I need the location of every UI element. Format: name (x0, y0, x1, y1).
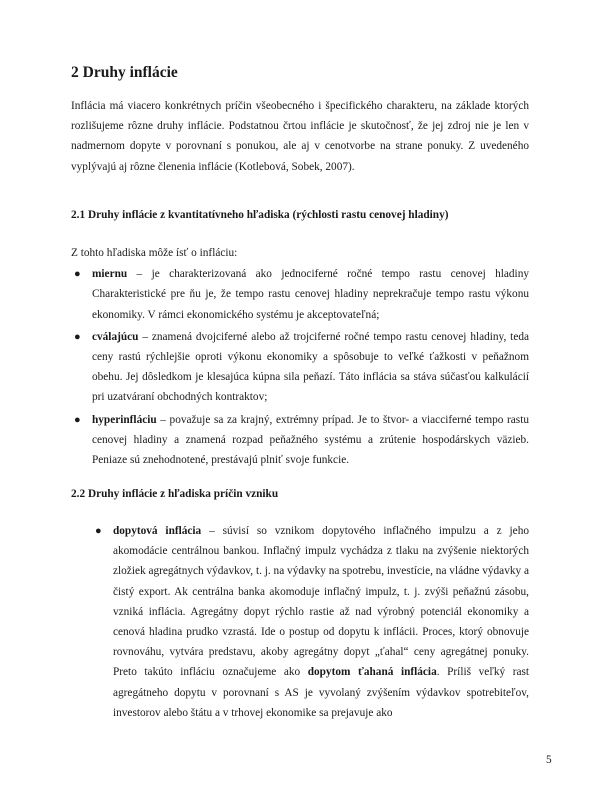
bullet-icon: ● (95, 525, 102, 537)
chapter-heading: 2 Druhy inflácie (71, 64, 178, 81)
bullet-icon: ● (74, 268, 81, 281)
list-item-text: – znamená dvojciferné alebo až trojciferné ročné tempo rastu cenovej hladiny, teda ceny rastú rýchlejšie oproti výkonu ekonomiky a spôsobuje to veľké ťažkosti v peňažnom obehu. Jej dôsledkom je klesajúca kúpna sila peňazí. Táto inflácia sa stáva súčasťou kalkulácií pri uzatváraní obchodných kontraktov; (92, 330, 529, 404)
inflation-rate-list (71, 264, 529, 470)
list-item-term-inline: dopytom ťahaná inflácia (307, 666, 437, 679)
page-number: 5 (546, 754, 552, 766)
inflation-cause-list (92, 521, 529, 723)
section-2-1-heading: 2.1 Druhy inflácie z kvantitatívneho hľadiska (rýchlosti rastu cenovej hladiny) (71, 209, 449, 221)
section-2-1-body (71, 243, 529, 470)
intro-paragraph: Inflácia má viacero konkrétnych príčin všeobecného i špecifického charakteru, na základe ktorých rozlišujeme rôzne druhy inflácie. Podstatnou črtou inflácie je skutočnosť, že jej zdroj nie je len v nadmernom dopyte v porovnaní s ponukou, ale aj v cenotvorbe na strane ponuky. Z uvedeného vyplývajú aj rôzne členenia inflácie (Kotlebová, Sobek, 2007). (71, 100, 529, 173)
section-2-2-body (92, 521, 529, 723)
list-item-text-continued: . Príliš veľký rast agregátneho dopytu v porovnaní s AS je vyvolaný zvýšením výdavkov spotrebiteľov, investorov alebo štátu a v trhovej ekonomike sa prejavuje ako (113, 666, 530, 719)
list-item (71, 327, 529, 408)
list-item-term: cválajúcu (92, 330, 139, 343)
list-item (71, 410, 529, 471)
bullet-icon: ● (74, 330, 81, 343)
list-item-text: – súvisí so vznikom dopytového inflačného impulzu a z jeho akomodácie centrálnou bankou. Inflačný impulz vychádza z tlaku na zvýšenie niektorých zložiek agregátnych výdavkov, t. j. na výdavky na spotrebu, investície, na vládne výdavky a čistý export. Ak centrálna banka akomoduje inflačný impulz, t. j. zvýši peňažnú zásobu, vzniká inflácia. Agregátny dopyt rýchlo rastie až nad výrobný potenciál ekonomiky a cenová hladina prudko vzrastá. Ide o postup od dopytu k inflácii. Proces, ktorý obnovuje rovnováhu, vytvára predstavu, akoby agregátny dopyt „ťahal“ ceny agregátnej ponuky. Preto takúto infláciu označujeme ako (113, 525, 529, 679)
list-item-text: – je charakterizovaná ako jednociferné ročné tempo rastu cenovej hladiny Charakteristické pre ňu je, že tempo rastu cenovej hladiny neprekračuje tempo rastu výkonu ekonomiky. V rámci ekonomického systému je akceptovateľná; (92, 268, 529, 321)
section-2-1-lead: Z tohto hľadiska môže ísť o infláciu: (71, 247, 238, 259)
list-item (71, 264, 529, 325)
list-item-term: miernu (92, 268, 128, 281)
intro-paragraph-block (71, 96, 529, 177)
list-item-term: hyperinfláciu (92, 413, 157, 426)
bullet-icon: ● (74, 413, 81, 426)
section-2-2-heading: 2.2 Druhy inflácie z hľadiska príčin vzniku (71, 488, 279, 500)
list-item-term: dopytová inflácia (113, 525, 202, 537)
list-item-text: – považuje sa za krajný, extrémny prípad. Je to štvor- a viacciferné tempo rastu cenovej hladiny a znamená rozpad peňažného systému a zrútenie hospodárskych väzieb. Peniaze sú znehodnotené, prestávajú plniť svoje funkcie. (92, 413, 529, 467)
list-item (92, 521, 529, 723)
